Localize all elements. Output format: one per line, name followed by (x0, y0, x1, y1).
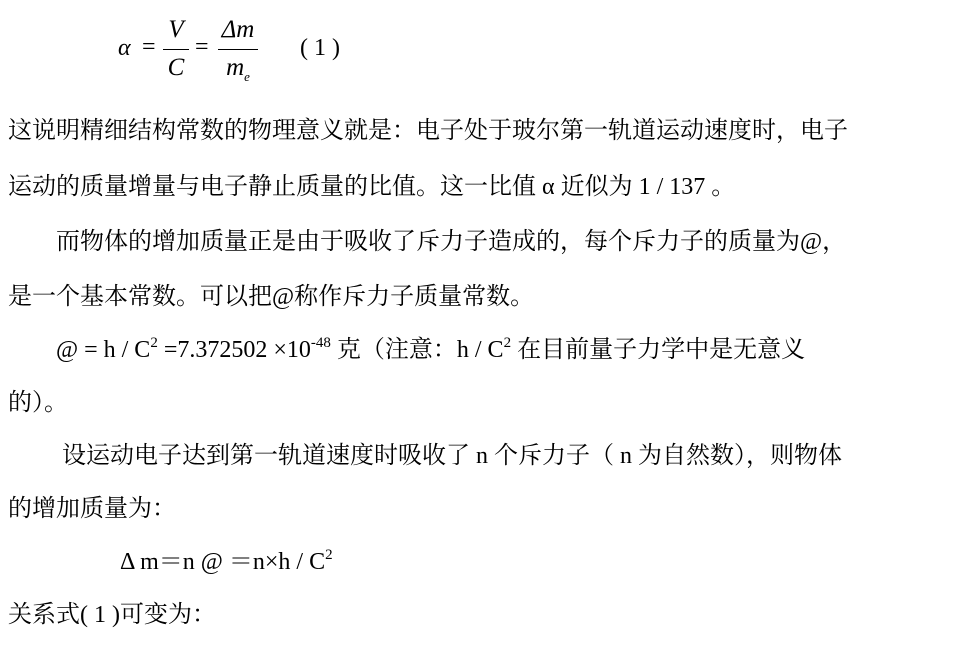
fraction-dm-over-me (218, 16, 258, 82)
fraction-bar-1 (163, 49, 189, 50)
paragraph-5-line-1: 关系式( 1 )可变为： (8, 602, 216, 628)
denominator-m-e: $m_e$ (226, 54, 250, 84)
paragraph-1-line-1: 这说明精细结构常数的物理意义就是：电子处于玻尔第一轨道运动速度时，电子 (8, 118, 848, 144)
equation-number: ( 1 ) (300, 35, 340, 61)
paragraph-4-line-1: 设运动电子达到第一轨道速度时吸收了 n 个斥力子（ n 为自然数），则物体 (62, 443, 842, 469)
fraction-bar-2 (218, 49, 258, 50)
paragraph-1-line-2: 运动的质量增量与电子静止质量的比值。这一比值 α 近似为 1 / 137 。 (8, 174, 736, 200)
paragraph-4-line-2: 的增加质量为： (8, 496, 176, 522)
numerator-delta-m: Δm (221, 16, 255, 43)
equals-sign-1: = (142, 34, 156, 60)
equation-2: Δ m＝n @ $=n\times h / C^2$ (120, 547, 333, 575)
paragraph-2-line-1: 而物体的增加质量正是由于吸收了斥力子造成的，每个斥力子的质量为@， (56, 229, 847, 255)
fraction-v-over-c (163, 16, 189, 82)
paragraph-3-line-2: 的）。 (8, 390, 68, 416)
equals-sign-2: = (195, 34, 209, 60)
denominator-c: C (167, 54, 185, 81)
alpha-symbol: α (118, 35, 131, 61)
paragraph-3-line-1: @ = $h / C^2 =7.372502 \times 10^{-48}$ 克（注意：h / $C^2$ 在目前量子力学中是无意义 (56, 335, 806, 363)
paragraph-2-line-2: 是一个基本常数。可以把@称作斥力子质量常数。 (8, 284, 535, 310)
numerator-v: V (168, 16, 184, 43)
